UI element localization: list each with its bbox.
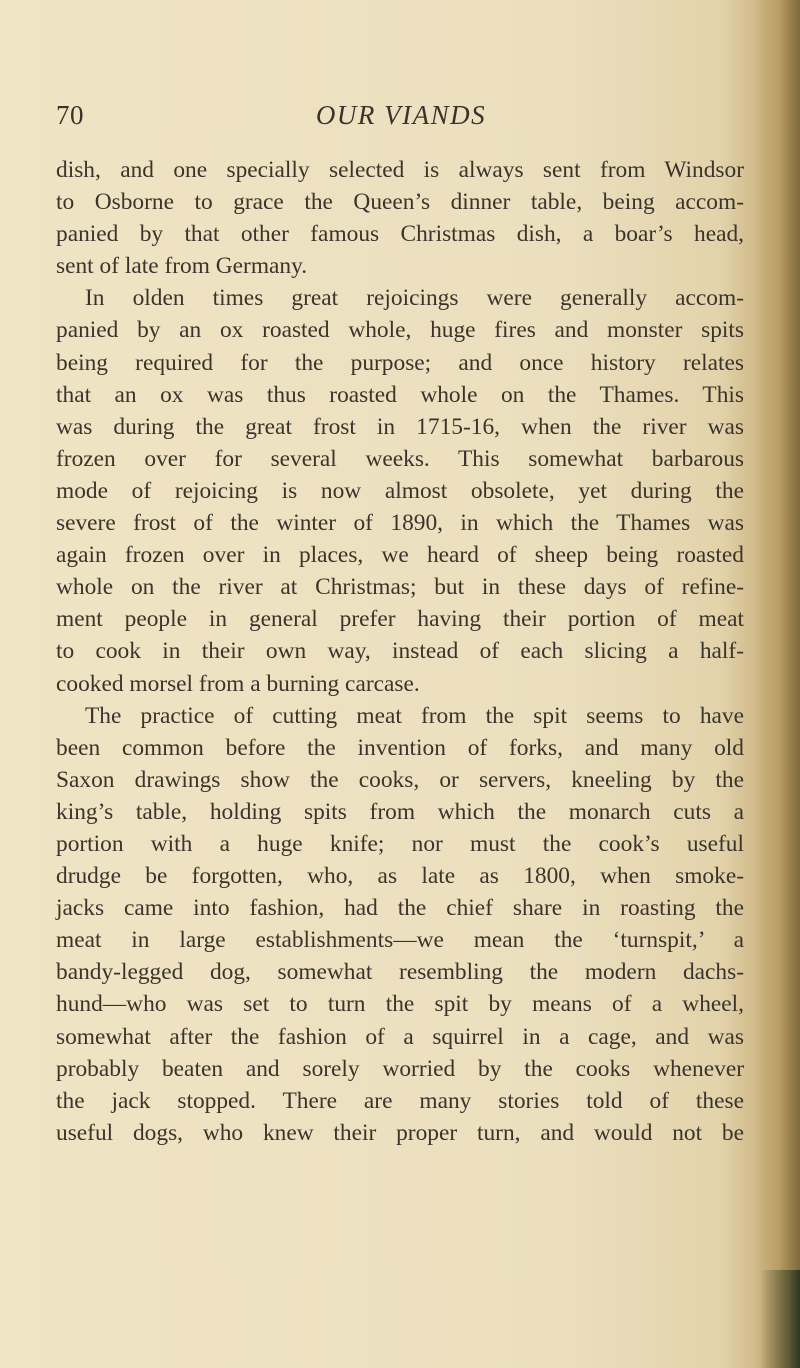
- text-line: hund—who was set to turn the spit by means of a wheel,: [56, 991, 744, 1018]
- page-number: 70: [56, 100, 84, 130]
- text-line: ment people in general prefer having their portion of meat: [56, 606, 744, 633]
- text-line: whole on the river at Christmas; but in these days of refine-: [56, 574, 744, 601]
- text-line: bandy-legged dog, somewhat resembling the modern dachs-: [56, 959, 744, 986]
- text-line: drudge be forgotten, who, as late as 1800, when smoke-: [56, 863, 744, 890]
- text-line: jacks came into fashion, had the chief share in roasting the: [56, 895, 744, 922]
- text-line: In olden times great rejoicings were generally accom-: [85, 285, 744, 312]
- page-corner-stain: [760, 1270, 800, 1368]
- text-line: cooked morsel from a burning carcase.: [56, 670, 420, 697]
- text-line: useful dogs, who knew their proper turn, and would not be: [56, 1119, 744, 1146]
- text-line: meat in large establishments—we mean the ‘turnspit,’ a: [56, 927, 744, 954]
- page-edge-stain: [754, 0, 800, 1368]
- text-line: panied by an ox roasted whole, huge fires and monster spits: [56, 317, 744, 344]
- text-line: severe frost of the winter of 1890, in which the Thames was: [56, 510, 744, 537]
- text-line: portion with a huge knife; nor must the cook’s useful: [56, 830, 744, 857]
- text-line: the jack stopped. There are many stories told of these: [56, 1087, 744, 1114]
- text-line: The practice of cutting meat from the spit seems to have: [85, 702, 744, 729]
- text-line: sent of late from Germany.: [56, 253, 308, 280]
- text-line: to cook in their own way, instead of each slicing a half-: [56, 638, 744, 665]
- text-line: been common before the invention of forks, and many old: [56, 734, 744, 761]
- text-line: dish, and one specially selected is always sent from Windsor: [56, 157, 744, 183]
- text-line: that an ox was thus roasted whole on the Thames. This: [56, 381, 744, 408]
- text-line: panied by that other famous Christmas dish, a boar’s head,: [56, 221, 744, 248]
- text-line: mode of rejoicing is now almost obsolete, yet during the: [56, 477, 744, 504]
- body-text: [56, 154, 744, 1149]
- page-header: [56, 100, 746, 140]
- text-line: being required for the purpose; and once history relates: [56, 349, 744, 376]
- text-line: frozen over for several weeks. This somewhat barbarous: [56, 445, 744, 472]
- text-line: probably beaten and sorely worried by the cooks whenever: [56, 1055, 744, 1082]
- text-line: to Osborne to grace the Queen’s dinner table, being accom-: [56, 189, 744, 216]
- text-line: somewhat after the fashion of a squirrel in a cage, and was: [56, 1023, 744, 1050]
- text-line: Saxon drawings show the cooks, or servers, kneeling by the: [56, 766, 744, 793]
- running-title: OUR VIANDS: [315, 100, 487, 130]
- text-line: king’s table, holding spits from which the monarch cuts a: [56, 798, 744, 825]
- text-line: was during the great frost in 1715-16, when the river was: [56, 413, 744, 440]
- text-line: again frozen over in places, we heard of sheep being roasted: [56, 542, 744, 569]
